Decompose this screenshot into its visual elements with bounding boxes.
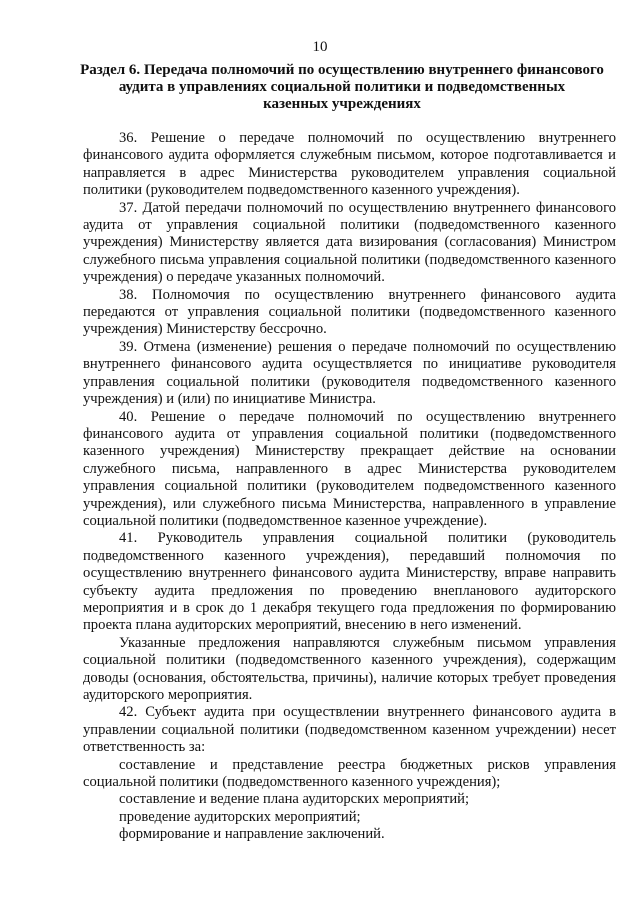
paragraph-42: 42. Субъект аудита при осуществлении внутреннего финансового аудита в управлении социальной политики (подведомственном казенном учреждении) несет ответственность за:: [83, 704, 616, 756]
list-item: проведение аудиторских мероприятий;: [119, 808, 361, 825]
paragraph-38: 38. Полномочия по осуществлению внутреннего финансового аудита передаются от управления социальной политики (подведомственного казенного учреждения) Министерству бессрочно.: [83, 286, 616, 338]
paragraph-41: 41. Руководитель управления социальной политики (руководитель подведомственного казенного учреждения), передавший полномочия по осуществлению внутреннего финансового аудита Министерству, вправе направить субъекту аудита предложения по проведению внепланового аудиторского мероприятия и в срок до 1 декабря текущего года предложения по формированию проекта плана аудиторских мероприятий, внесению в него изменений.: [83, 530, 616, 634]
paragraph-36: 36. Решение о передаче полномочий по осуществлению внутреннего финансового аудита оформляется служебным письмом, которое подготавливается и направляется в адрес Министерства руководителем управления социальной политики (руководителем подведомственного казенного учреждения).: [83, 130, 616, 199]
paragraph-40: 40. Решение о передаче полномочий по осуществлению внутреннего финансового аудита от управления социальной политики (подведомственного казенного учреждения) Министерству прекращает действие на основании служебного письма, направленного в адрес Министерства руководителем управления социальной политики (руководителем подведомственного казенного учреждения), или служебного письма Министерства, направленного в управление социальной политики (подведомственное казенное учреждение).: [83, 408, 616, 529]
section-title-line: казенных учреждениях: [263, 96, 421, 112]
list-item: составление и представление реестра бюджетных рисков управления социальной политики (подведомственного казенного учреждения);: [83, 756, 616, 791]
paragraph-41-note: Указанные предложения направляются служебным письмом управления социальной политики (подведомственного казенного учреждения), содержащим доводы (основания, обстоятельства, причины), наличие которых требует проведения аудиторского мероприятия.: [83, 634, 616, 703]
section-title: [72, 62, 612, 113]
body-text: [83, 130, 616, 844]
section-title-line: Раздел 6. Передача полномочий по осуществлению внутреннего финансового: [80, 62, 604, 78]
section-title-line: аудита в управлениях социальной политики и подведомственных: [118, 79, 566, 95]
list-item: составление и ведение плана аудиторских мероприятий;: [119, 791, 469, 808]
paragraph-39: 39. Отмена (изменение) решения о передаче полномочий по осуществлению внутреннего финансового аудита осуществляется по инициативе руководителя управления социальной политики (руководителя подведомственного казенного учреждения) и (или) по инициативе Министра.: [83, 338, 616, 408]
list-item: формирование и направление заключений.: [119, 826, 385, 843]
page-number: 10: [312, 39, 328, 55]
paragraph-37: 37. Датой передачи полномочий по осуществлению внутреннего финансового аудита от управления социальной политики (подведомственного казенного учреждения) Министерству является дата визирования (согласования) Министром служебного письма управления социальной политики (подведомственного казенного учреждения) о передаче указанных полномочий.: [83, 199, 616, 286]
